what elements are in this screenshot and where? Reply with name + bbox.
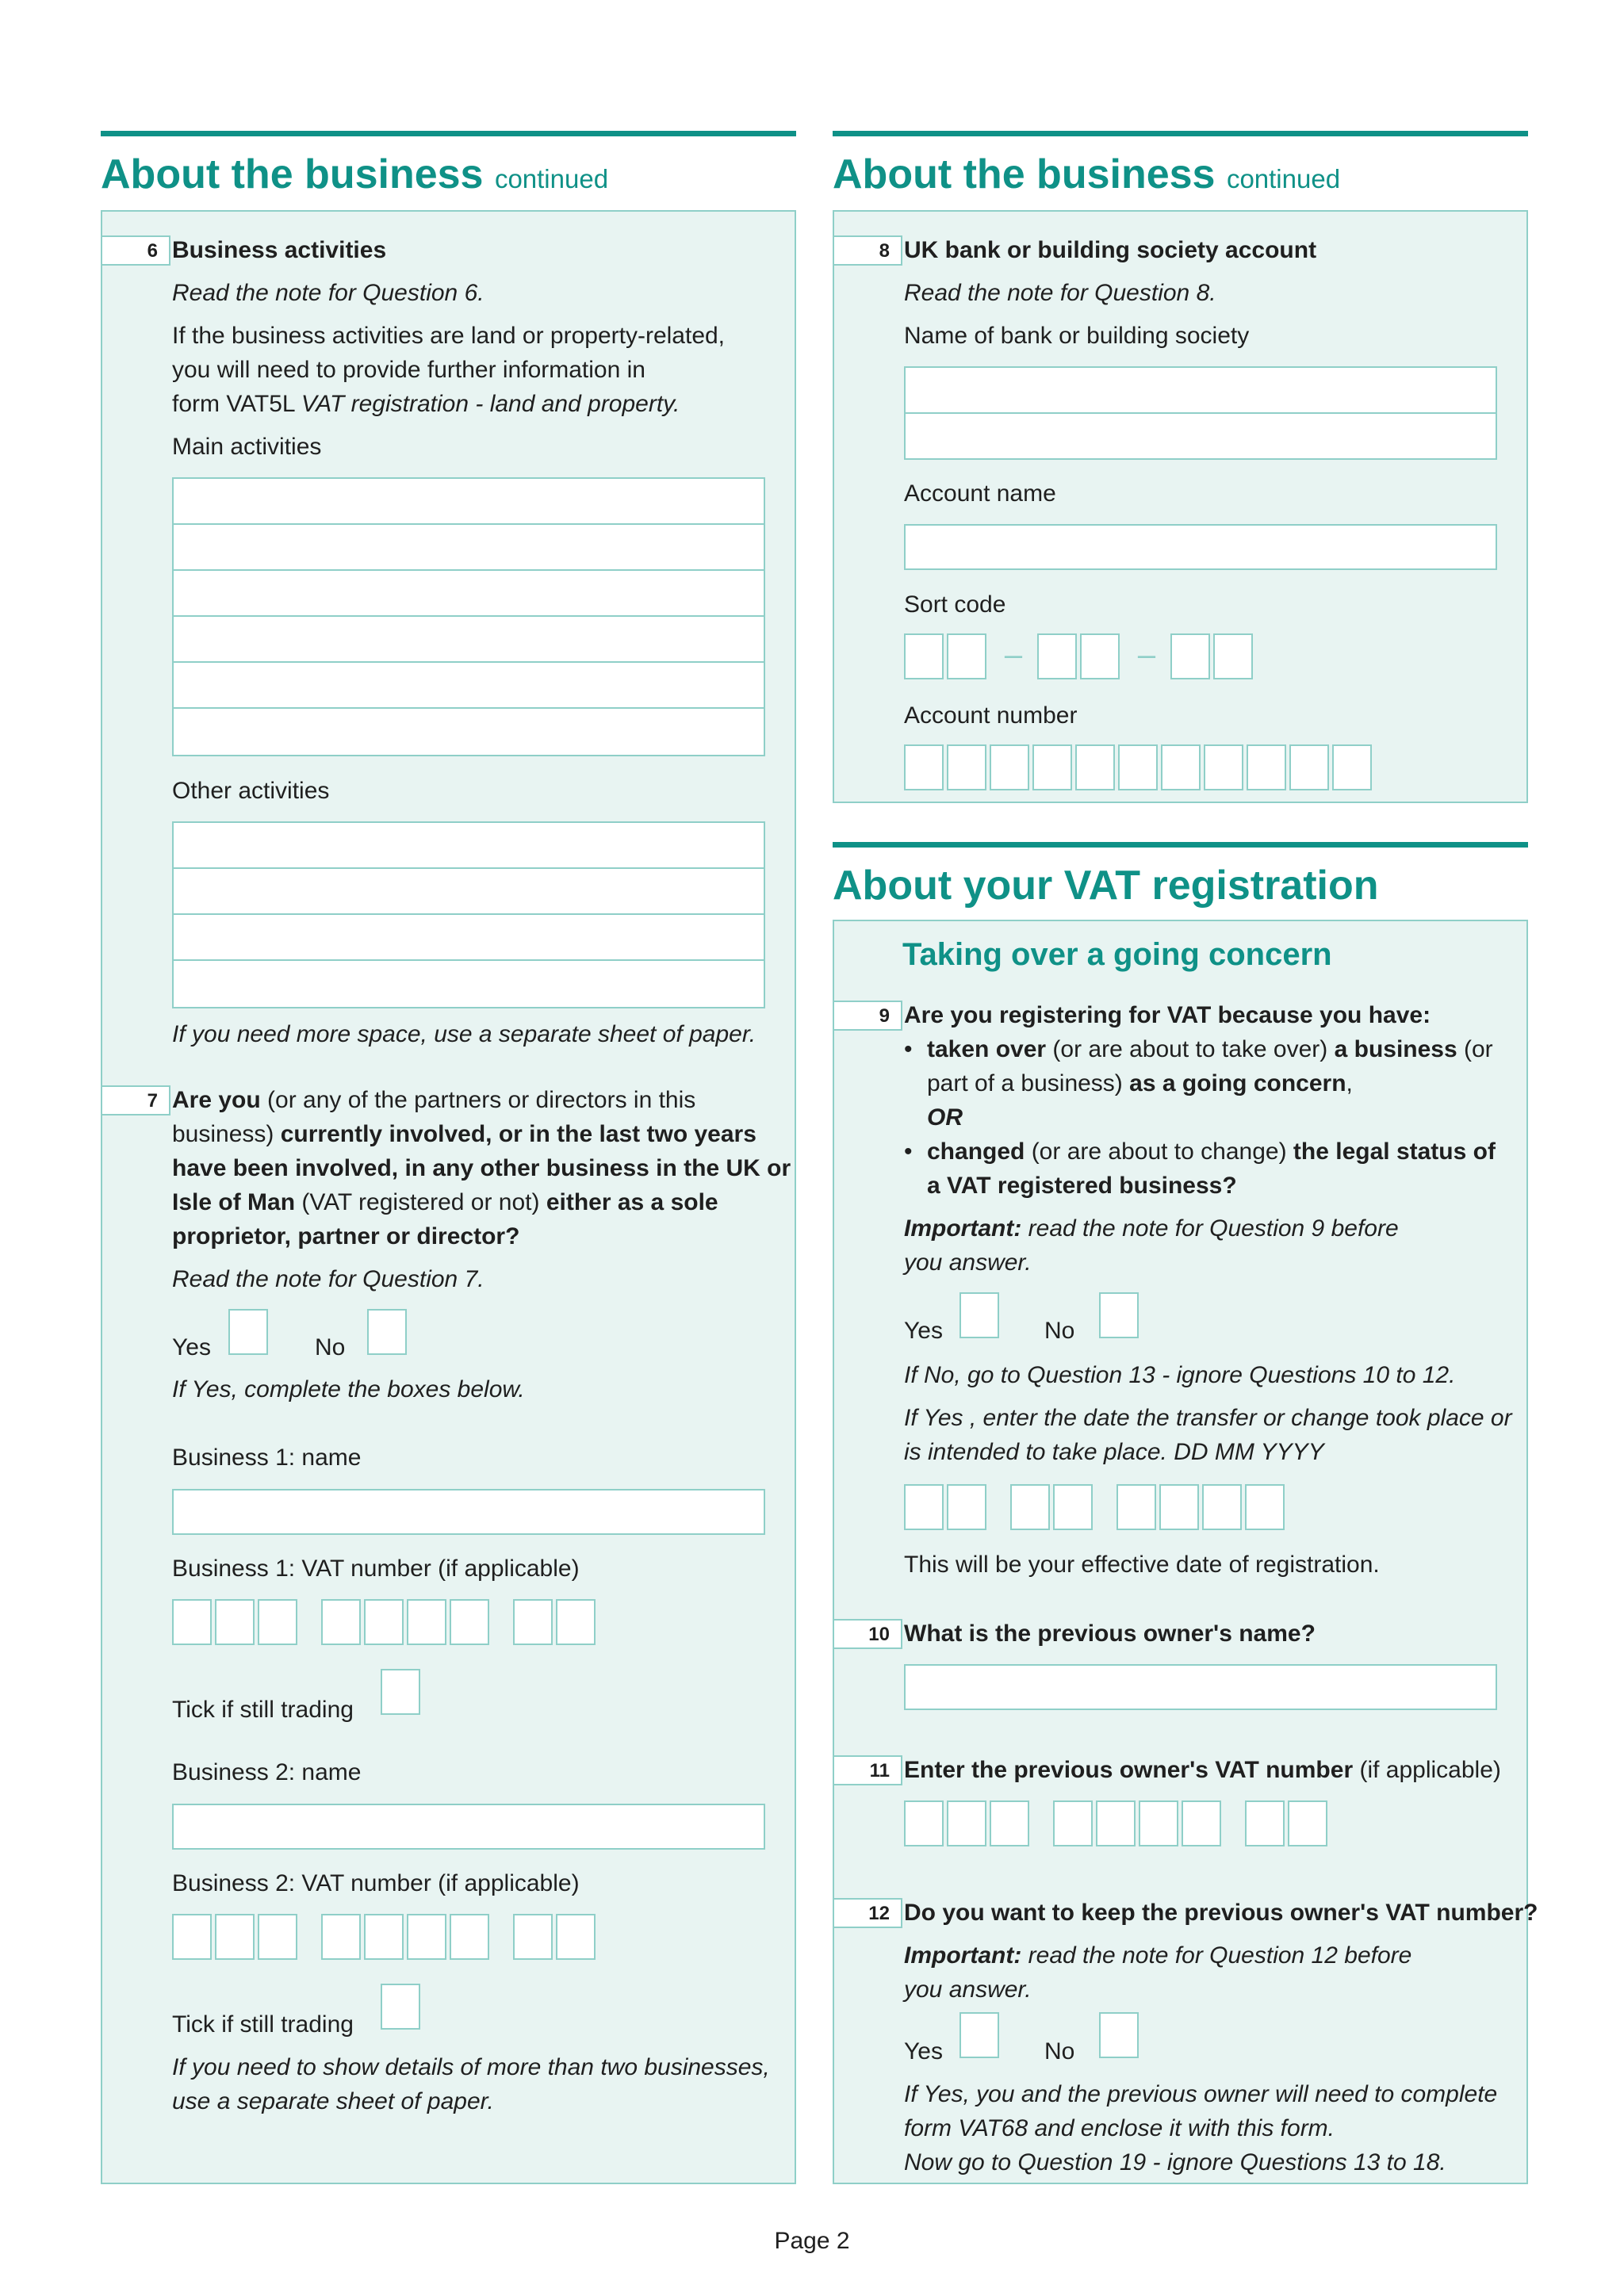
field-line[interactable] [174, 823, 764, 869]
q6-space-note: If you need more space, use a separate sheet of paper. [172, 1021, 756, 1047]
q9-title: Are you registering for VAT because you have: [904, 1002, 1431, 1028]
digit-box[interactable] [947, 1484, 986, 1530]
digit-box[interactable] [1159, 1484, 1199, 1530]
q9-effective: This will be your effective date of registration. [904, 1552, 1380, 1578]
digit-box[interactable] [513, 1914, 553, 1960]
question-number-8: 8 [834, 235, 902, 266]
section-rule [833, 842, 1528, 848]
digit-box[interactable] [321, 1599, 361, 1645]
digit-box[interactable] [172, 1914, 212, 1960]
question-number-10: 10 [834, 1619, 902, 1649]
digit-box[interactable] [1204, 744, 1243, 790]
business-2-vat-label: Business 2: VAT number (if applicable) [172, 1870, 580, 1896]
q12-footer-2: form VAT68 and enclose it with this form. [904, 2115, 1335, 2141]
q12-footer-1: If Yes, you and the previous owner will need to complete [904, 2081, 1498, 2107]
digit-box[interactable] [172, 1599, 212, 1645]
question-number-7: 7 [102, 1085, 170, 1115]
q12-no-label: No [1044, 2038, 1075, 2064]
q9-no-checkbox[interactable] [1099, 1292, 1139, 1338]
business-1-vat-label: Business 1: VAT number (if applicable) [172, 1556, 580, 1582]
bank-account-panel [833, 210, 1528, 803]
account-number-label: Account number [904, 702, 1078, 729]
digit-box[interactable] [513, 1599, 553, 1645]
business-1-name-field[interactable] [172, 1489, 765, 1535]
business-2-name-label: Business 2: name [172, 1759, 362, 1785]
q12-no-checkbox[interactable] [1099, 2012, 1139, 2058]
field-line[interactable] [174, 663, 764, 709]
q8-title: UK bank or building society account [904, 237, 1317, 263]
q9-if-yes-1: If Yes , enter the date the transfer or change took place or [904, 1405, 1512, 1431]
sort-code-boxes [904, 633, 1256, 679]
digit-box[interactable] [1037, 633, 1077, 679]
q12-important: Important: read the note for Question 12 before [904, 1942, 1412, 1969]
sort-code-dash: – [1137, 637, 1156, 672]
business-2-trading-checkbox[interactable] [381, 1984, 420, 2030]
digit-box[interactable] [1202, 1484, 1242, 1530]
field-line[interactable] [174, 479, 764, 525]
right-column-header [833, 131, 1528, 205]
digit-box[interactable] [407, 1599, 446, 1645]
question-number-12: 12 [834, 1898, 902, 1928]
q7-yes-label: Yes [172, 1334, 211, 1360]
digit-box[interactable] [258, 1599, 297, 1645]
section-heading: About the business continued [101, 151, 609, 197]
digit-box[interactable] [1245, 1800, 1285, 1846]
digit-box[interactable] [904, 1484, 944, 1530]
left-column-header [101, 131, 796, 205]
digit-box[interactable] [1116, 1484, 1156, 1530]
digit-box[interactable] [1010, 1484, 1050, 1530]
digit-box[interactable] [1053, 1800, 1093, 1846]
business-2-vat-boxes [172, 1914, 599, 1960]
digit-box[interactable] [1247, 744, 1286, 790]
bullet-2: • [904, 1138, 913, 1165]
digit-box[interactable] [1161, 744, 1201, 790]
digit-box[interactable] [1096, 1800, 1136, 1846]
digit-box[interactable] [904, 1800, 944, 1846]
page-number: Page 2 [774, 2228, 850, 2254]
q7-yes-checkbox[interactable] [228, 1309, 268, 1355]
q12-yes-checkbox[interactable] [959, 2012, 999, 2058]
digit-box[interactable] [990, 1800, 1029, 1846]
account-number-boxes [904, 744, 1375, 790]
q9-bullet-2-line-2: a VAT registered business? [927, 1173, 1237, 1199]
digit-box[interactable] [556, 1599, 596, 1645]
business-2-tick-label: Tick if still trading [172, 2011, 354, 2038]
q7-no-label: No [315, 1334, 346, 1360]
digit-box[interactable] [1182, 1800, 1221, 1846]
digit-box[interactable] [450, 1599, 489, 1645]
q6-intro-2: you will need to provide further information in [172, 357, 645, 383]
q9-no-label: No [1044, 1318, 1075, 1344]
q7-more-1: If you need to show details of more than two businesses, [172, 2054, 770, 2080]
q11-title: Enter the previous owner's VAT number (if applicable) [904, 1757, 1501, 1783]
digit-box[interactable] [321, 1914, 361, 1960]
q6-note: Read the note for Question 6. [172, 280, 485, 306]
q7-line-1: Are you (or any of the partners or directors in this [172, 1087, 696, 1113]
digit-box[interactable] [947, 744, 986, 790]
vat-registration-header [833, 842, 1528, 911]
q10-title: What is the previous owner's name? [904, 1621, 1316, 1647]
digit-box[interactable] [364, 1914, 404, 1960]
vat-registration-panel [833, 920, 1538, 2184]
digit-box[interactable] [1213, 633, 1253, 679]
digit-box[interactable] [1118, 744, 1158, 790]
question-number-6: 6 [102, 235, 170, 266]
digit-box[interactable] [1075, 744, 1115, 790]
q12-important-2: you answer. [904, 1976, 1032, 2003]
account-name-label: Account name [904, 480, 1056, 507]
digit-box[interactable] [947, 633, 986, 679]
digit-box[interactable] [947, 1800, 986, 1846]
field-line[interactable] [174, 709, 764, 755]
transfer-date-boxes [904, 1484, 1288, 1530]
q7-line-4: Isle of Man (VAT registered or not) either as a sole [172, 1189, 718, 1215]
q9-important: Important: read the note for Question 9 before [904, 1215, 1399, 1242]
bullet-1: • [904, 1036, 913, 1062]
field-line[interactable] [174, 525, 764, 571]
main-activities-label: Main activities [172, 434, 322, 460]
q7-line-2: business) currently involved, or in the last two years [172, 1121, 756, 1147]
q6-title: Business activities [172, 237, 387, 263]
section-rule [101, 131, 796, 136]
q9-or: OR [927, 1104, 963, 1131]
q7-if-yes: If Yes, complete the boxes below. [172, 1376, 525, 1402]
q9-bullet-1-line-1: taken over (or are about to take over) a business (or [927, 1036, 1493, 1062]
field-line[interactable] [174, 617, 764, 663]
question-number-11: 11 [834, 1755, 902, 1785]
sort-code-dash: – [1004, 637, 1023, 672]
q7-no-checkbox[interactable] [367, 1309, 407, 1355]
digit-box[interactable] [1053, 1484, 1093, 1530]
digit-box[interactable] [1289, 744, 1329, 790]
q9-bullet-1-line-2: part of a business) as a going concern, [927, 1070, 1353, 1096]
digit-box[interactable] [215, 1914, 255, 1960]
field-line[interactable] [174, 571, 764, 617]
q9-if-no: If No, go to Question 13 - ignore Questions 10 to 12. [904, 1362, 1456, 1388]
section-heading: About the business continued [833, 151, 1341, 197]
q9-yes-label: Yes [904, 1318, 943, 1344]
q12-footer-3: Now go to Question 19 - ignore Questions 13 to 18. [904, 2149, 1446, 2175]
business-2-name-field[interactable] [172, 1804, 765, 1850]
digit-box[interactable] [407, 1914, 446, 1960]
digit-box[interactable] [1170, 633, 1210, 679]
previous-owner-vat-boxes [904, 1800, 1331, 1846]
account-name-field[interactable] [904, 524, 1497, 570]
main-activities-field[interactable] [172, 477, 765, 756]
going-concern-heading: Taking over a going concern [902, 937, 1332, 972]
digit-box[interactable] [1139, 1800, 1178, 1846]
field-line[interactable] [174, 869, 764, 915]
business-1-name-label: Business 1: name [172, 1445, 362, 1471]
q7-line-5: proprietor, partner or director? [172, 1223, 520, 1249]
business-1-vat-boxes [172, 1599, 599, 1645]
digit-box[interactable] [1332, 744, 1372, 790]
digit-box[interactable] [990, 744, 1029, 790]
q6-intro-1: If the business activities are land or property-related, [172, 323, 726, 349]
q9-if-yes-2: is intended to take place. DD MM YYYY [904, 1439, 1324, 1465]
q9-bullet-2-line-1: changed (or are about to change) the legal status of [927, 1138, 1496, 1165]
digit-box[interactable] [450, 1914, 489, 1960]
digit-box[interactable] [215, 1599, 255, 1645]
q12-yes-label: Yes [904, 2038, 943, 2064]
digit-box[interactable] [1288, 1800, 1327, 1846]
field-line[interactable] [174, 961, 764, 1007]
q7-more-2: use a separate sheet of paper. [172, 2088, 494, 2114]
other-activities-label: Other activities [172, 778, 330, 804]
left-panel [101, 210, 796, 2184]
digit-box[interactable] [258, 1914, 297, 1960]
previous-owner-name-field[interactable] [904, 1664, 1497, 1710]
q8-note: Read the note for Question 8. [904, 280, 1216, 306]
digit-box[interactable] [1080, 633, 1120, 679]
vat-registration-heading: About your VAT registration [833, 863, 1379, 909]
digit-box[interactable] [1032, 744, 1072, 790]
q7-note: Read the note for Question 7. [172, 1266, 485, 1292]
field-line[interactable] [906, 414, 1496, 460]
digit-box[interactable] [556, 1914, 596, 1960]
business-1-tick-label: Tick if still trading [172, 1697, 354, 1723]
bank-name-label: Name of bank or building society [904, 323, 1250, 349]
digit-box[interactable] [904, 633, 944, 679]
q9-yes-checkbox[interactable] [959, 1292, 999, 1338]
digit-box[interactable] [364, 1599, 404, 1645]
section-rule [833, 131, 1528, 136]
bank-name-field[interactable] [904, 366, 1497, 460]
business-1-trading-checkbox[interactable] [381, 1669, 420, 1715]
question-number-9: 9 [834, 1001, 902, 1031]
sort-code-label: Sort code [904, 591, 1006, 618]
q9-important-2: you answer. [904, 1249, 1032, 1276]
field-line[interactable] [906, 368, 1496, 414]
q7-line-3: have been involved, in any other business in the UK or [172, 1155, 791, 1181]
q6-intro-3: form VAT5L VAT registration - land and property. [172, 391, 680, 417]
other-activities-field[interactable] [172, 821, 765, 1008]
digit-box[interactable] [1245, 1484, 1285, 1530]
digit-box[interactable] [904, 744, 944, 790]
field-line[interactable] [174, 915, 764, 961]
q12-title: Do you want to keep the previous owner's VAT number? [904, 1900, 1538, 1926]
